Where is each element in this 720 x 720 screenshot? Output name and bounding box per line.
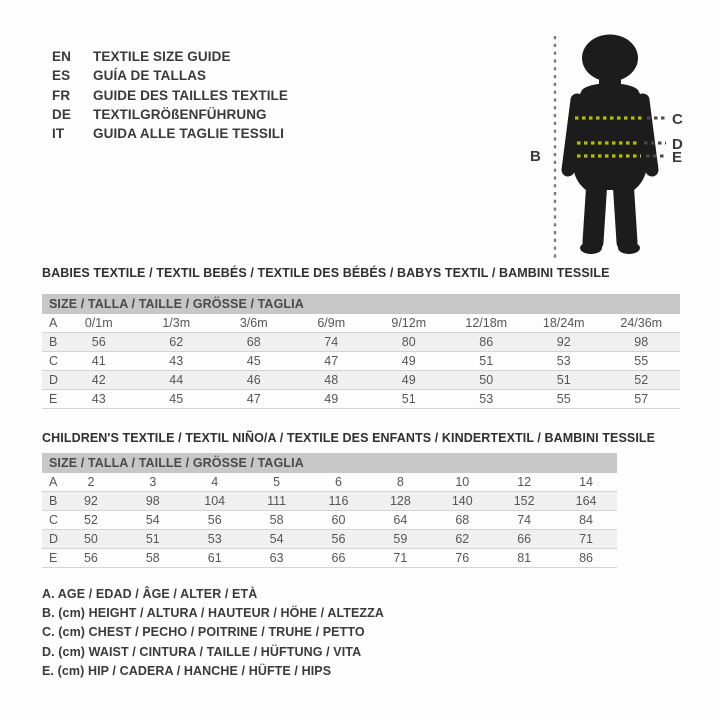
row-label: B	[49, 335, 58, 349]
lang-row-it	[52, 124, 288, 143]
table-cell: 81	[517, 551, 532, 565]
child-silhouette-figure	[520, 24, 720, 274]
table-cell: 80	[401, 335, 416, 349]
table-row-E	[42, 549, 617, 568]
table-cell: 53	[479, 392, 494, 406]
table-cell: 48	[324, 373, 339, 387]
row-label: D	[49, 373, 59, 387]
table-cell: 12	[517, 475, 532, 489]
row-label: C	[49, 513, 59, 527]
table-cell: 76	[455, 551, 470, 565]
lang-label: GUÍA DE TALLAS	[93, 68, 207, 84]
table-cell: 47	[324, 354, 339, 368]
lang-label: GUIDE DES TAILLES TEXTILE	[93, 87, 289, 103]
table-cell: 42	[91, 373, 106, 387]
table-cell: 5	[273, 475, 281, 489]
table-cell: 45	[246, 354, 261, 368]
babies-table-header: SIZE / TALLA / TAILLE / GRÖSSE / TAGLIA	[42, 294, 680, 314]
table-row-C	[42, 511, 617, 530]
table-row-B	[42, 333, 680, 352]
table-cell: 54	[269, 532, 284, 546]
table-cell: 43	[169, 354, 184, 368]
lang-row-fr	[52, 86, 288, 105]
table-cell: 3/6m	[239, 316, 268, 330]
table-cell: 116	[328, 494, 349, 508]
legend-line-chest: C. (cm) CHEST / PECHO / POITRINE / TRUHE / PETTO	[42, 625, 365, 640]
babies-section-title: BABIES TEXTILE / TEXTIL BEBÉS / TEXTILE DES BÉBÉS / BABYS TEXTIL / BAMBINI TESSILE	[42, 266, 610, 280]
table-cell: 54	[145, 513, 160, 527]
table-cell: 98	[145, 494, 160, 508]
table-cell: 45	[169, 392, 184, 406]
table-cell: 62	[455, 532, 470, 546]
lang-code: DE	[52, 106, 71, 122]
table-cell: 4	[211, 475, 219, 489]
row-label: D	[49, 532, 59, 546]
table-cell: 52	[83, 513, 98, 527]
waist-label: D	[672, 136, 683, 153]
lang-code: ES	[52, 68, 71, 84]
table-cell: 24/36m	[620, 316, 663, 330]
table-cell: 46	[246, 373, 261, 387]
table-cell: 51	[556, 373, 571, 387]
legend-line-waist: D. (cm) WAIST / CINTURA / TAILLE / HÜFTUNG / VITA	[42, 644, 362, 659]
table-cell: 43	[91, 392, 106, 406]
table-cell: 2	[87, 475, 95, 489]
table-cell: 44	[169, 373, 184, 387]
child-silhouette	[568, 35, 652, 255]
table-cell: 92	[83, 494, 98, 508]
measurement-legend	[42, 585, 384, 681]
table-cell: 0/1m	[84, 316, 113, 330]
lang-row-es	[52, 66, 288, 85]
table-cell: 128	[389, 494, 411, 508]
children-size-table	[42, 453, 617, 568]
table-cell: 6/9m	[317, 316, 346, 330]
table-cell: 68	[455, 513, 470, 527]
table-cell: 53	[556, 354, 571, 368]
table-cell: 63	[269, 551, 284, 565]
table-cell: 86	[479, 335, 494, 349]
table-cell: 111	[267, 494, 287, 508]
table-cell: 71	[393, 551, 408, 565]
row-label: E	[49, 392, 58, 406]
table-row-B	[42, 492, 617, 511]
table-cell: 59	[393, 532, 408, 546]
lang-label: TEXTILE SIZE GUIDE	[93, 49, 231, 64]
table-cell: 66	[517, 532, 532, 546]
table-cell: 49	[401, 354, 416, 368]
table-cell: 51	[479, 354, 494, 368]
table-cell: 56	[207, 513, 222, 527]
lang-label: GUIDA ALLE TAGLIE TESSILI	[93, 126, 284, 142]
table-cell: 74	[324, 335, 339, 349]
table-cell: 10	[455, 475, 470, 489]
table-cell: 86	[579, 551, 593, 565]
table-cell: 55	[634, 354, 649, 368]
table-cell: 98	[634, 335, 649, 349]
table-cell: 64	[393, 513, 408, 527]
height-label: B	[530, 148, 541, 165]
babies-table-body	[42, 314, 680, 409]
table-cell: 164	[575, 494, 597, 508]
table-cell: 49	[324, 392, 339, 406]
table-cell: 1/3m	[162, 316, 191, 330]
table-cell: 56	[331, 532, 346, 546]
children-section-title: CHILDREN'S TEXTILE / TEXTIL NIÑO/A / TEXTILE DES ENFANTS / KINDERTEXTIL / BAMBINI TESSILE	[42, 431, 656, 445]
table-cell: 9/12m	[391, 316, 427, 330]
lang-code: FR	[52, 87, 71, 103]
table-cell: 53	[207, 532, 222, 546]
table-cell: 66	[331, 551, 346, 565]
table-row-D	[42, 530, 617, 549]
table-cell: 57	[634, 392, 649, 406]
legend-line-hip: E. (cm) HIP / CADERA / HANCHE / HÜFTE / HIPS	[42, 663, 332, 678]
table-cell: 74	[517, 513, 532, 527]
lang-code: IT	[52, 126, 65, 142]
table-cell: 51	[145, 532, 160, 546]
table-cell: 56	[83, 551, 98, 565]
lang-label: TEXTILGRÖßENFÜHRUNG	[93, 106, 267, 122]
table-cell: 92	[556, 335, 571, 349]
table-cell: 56	[91, 335, 106, 349]
table-cell: 140	[451, 494, 473, 508]
row-label: A	[49, 475, 58, 489]
table-cell: 47	[246, 392, 261, 406]
table-cell: 18/24m	[542, 316, 585, 330]
table-cell: 12/18m	[465, 316, 508, 330]
table-cell: 68	[246, 335, 261, 349]
table-cell: 61	[207, 551, 222, 565]
table-cell: 58	[269, 513, 284, 527]
lang-row-de	[52, 105, 288, 124]
chest-label: C	[672, 111, 683, 128]
babies-size-table	[42, 294, 680, 409]
table-cell: 58	[145, 551, 160, 565]
table-cell: 84	[579, 513, 593, 527]
table-cell: 152	[513, 494, 535, 508]
table-cell: 14	[579, 475, 593, 489]
table-cell: 55	[556, 392, 571, 406]
children-table-header: SIZE / TALLA / TAILLE / GRÖSSE / TAGLIA	[42, 453, 617, 473]
table-cell: 71	[579, 532, 593, 546]
lang-row-en	[52, 47, 288, 66]
table-cell: 52	[634, 373, 649, 387]
table-row-D	[42, 371, 680, 390]
row-label: B	[49, 494, 58, 508]
row-label: C	[49, 354, 59, 368]
table-row-A	[42, 473, 617, 492]
table-cell: 3	[149, 475, 157, 489]
legend-line-height: B. (cm) HEIGHT / ALTURA / HAUTEUR / HÖHE / ALTEZZA	[42, 606, 385, 621]
table-cell: 50	[83, 532, 98, 546]
table-cell: 62	[169, 335, 184, 349]
table-row-C	[42, 352, 680, 371]
hip-label: E	[672, 149, 683, 166]
row-label: A	[49, 316, 58, 330]
table-row-E	[42, 390, 680, 409]
table-cell: 8	[396, 475, 404, 489]
lang-code: EN	[52, 49, 71, 64]
table-cell: 104	[204, 494, 226, 508]
row-label: E	[49, 551, 58, 565]
language-title-list	[52, 47, 288, 143]
table-row-A	[42, 314, 680, 333]
table-cell: 49	[401, 373, 416, 387]
table-cell: 60	[331, 513, 346, 527]
table-cell: 41	[91, 354, 106, 368]
children-table-body	[42, 473, 617, 568]
legend-line-age: A. AGE / EDAD / ÂGE / ALTER / ETÀ	[42, 587, 258, 601]
table-cell: 50	[479, 373, 494, 387]
table-cell: 51	[401, 392, 416, 406]
child-silhouette-svg	[520, 24, 720, 274]
table-cell: 6	[335, 475, 342, 489]
